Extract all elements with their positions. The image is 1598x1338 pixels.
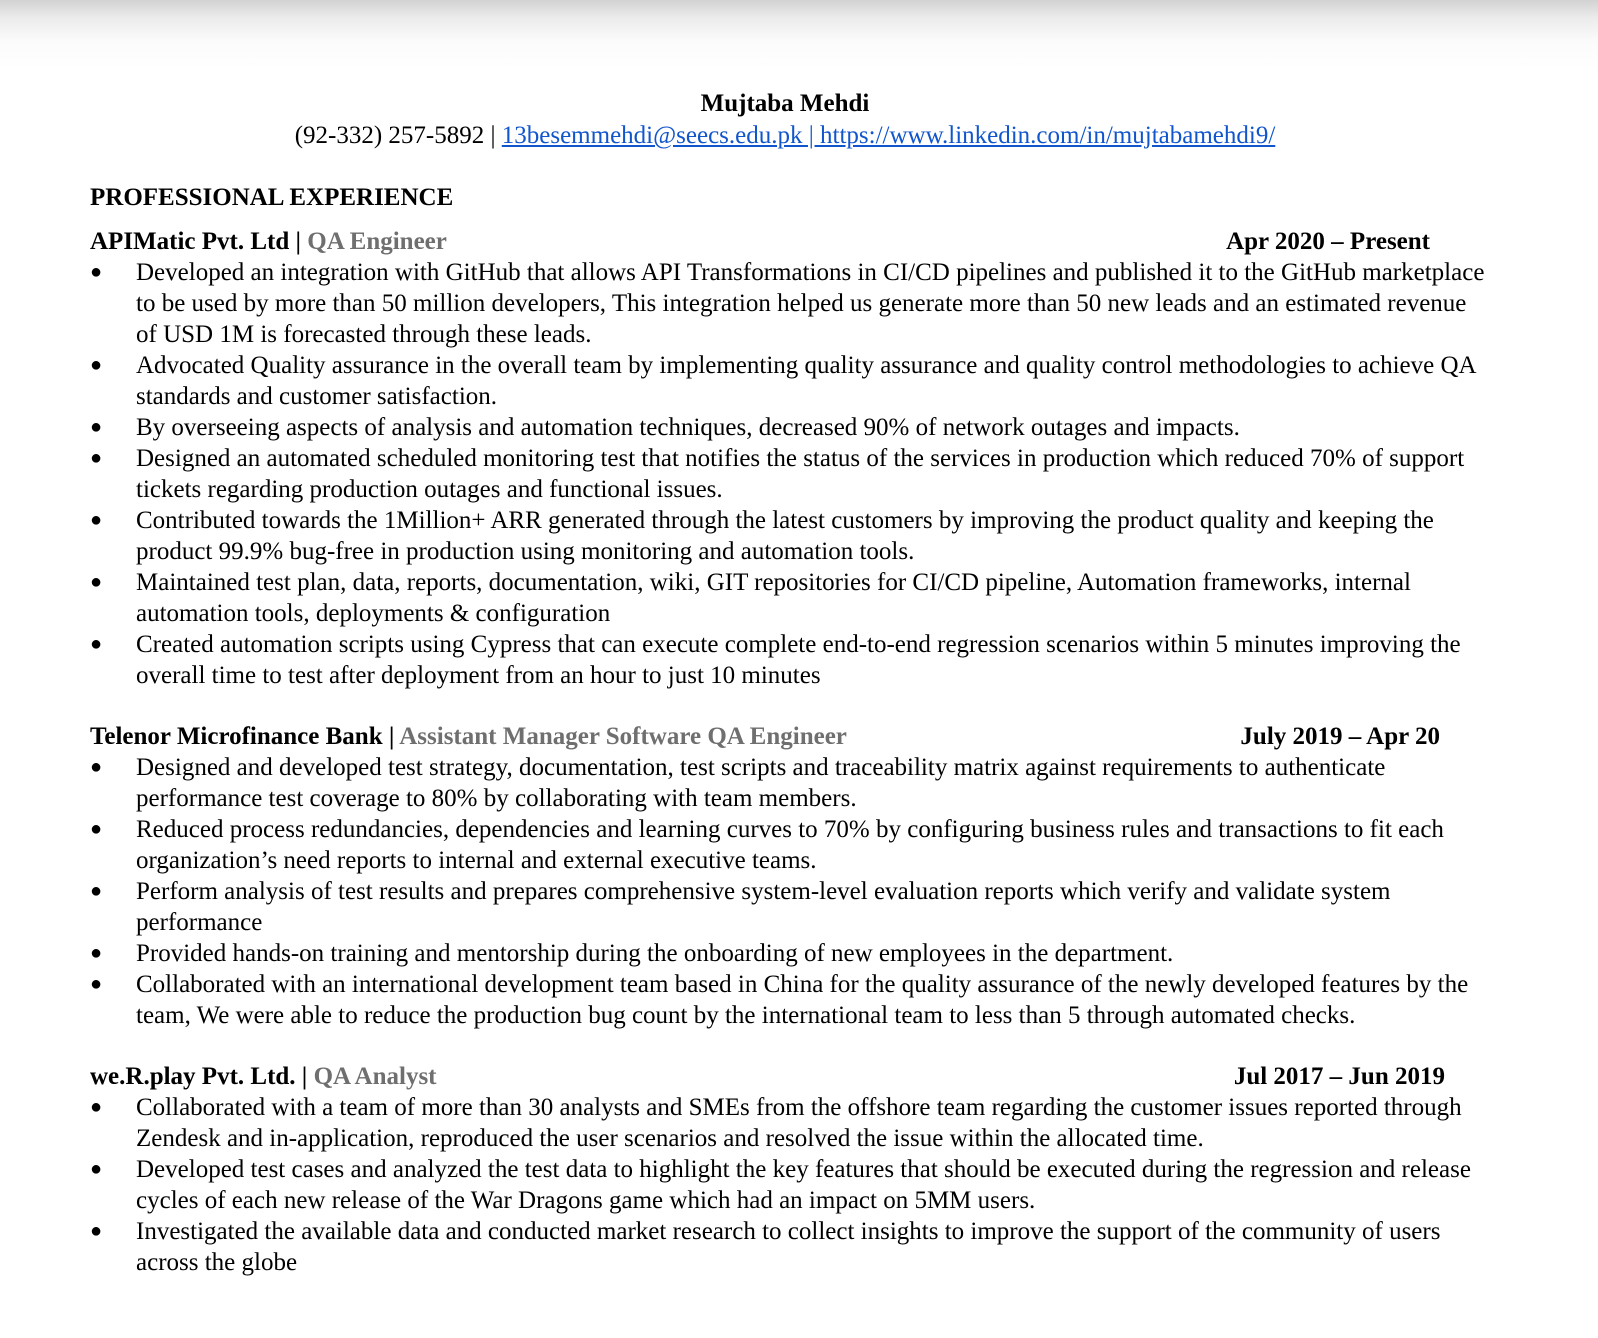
list-item bbox=[90, 814, 1486, 876]
bullet-text: By overseeing aspects of analysis and automation techniques, decreased 90% of network outages and impacts. bbox=[136, 414, 1240, 441]
bullet-text: Advocated Quality assurance in the overall team by implementing quality assurance and quality control methodologies to achieve QA standards and customer satisfaction. bbox=[136, 352, 1476, 410]
bullet-icon: ● bbox=[90, 1158, 103, 1180]
bullet-list bbox=[90, 1092, 1510, 1278]
bullet-icon: ● bbox=[90, 1220, 103, 1242]
bullet-text: Created automation scripts using Cypress that can execute complete end-to-end regression scenarios within 5 minutes improving the overall time to test after deployment from an hour to just 10 minutes bbox=[136, 631, 1461, 689]
phone-number: (92-332) 257-5892 | bbox=[294, 122, 502, 149]
bullet-text: Maintained test plan, data, reports, documentation, wiki, GIT repositories for CI/CD pipeline, Automation frameworks, internal automation tools, deployments & configuration bbox=[136, 569, 1411, 627]
list-item bbox=[90, 1092, 1486, 1154]
list-item bbox=[90, 1154, 1486, 1216]
job-role: QA Engineer bbox=[307, 228, 447, 255]
bullet-icon: ● bbox=[90, 633, 103, 655]
list-item bbox=[90, 412, 1486, 443]
job-dates: Jul 2017 – Jun 2019 bbox=[1233, 1063, 1445, 1090]
bullet-text: Collaborated with a team of more than 30 analysts and SMEs from the offshore team regarding the customer issues reported through Zendesk and in-application, reproduced the user scenarios and resolved the issue within the allocated time. bbox=[136, 1094, 1462, 1152]
job-role: QA Analyst bbox=[313, 1063, 437, 1090]
bullet-list bbox=[90, 752, 1510, 1031]
job-header bbox=[90, 1061, 1445, 1092]
company-name: APIMatic Pvt. Ltd | bbox=[90, 228, 308, 255]
job-header bbox=[90, 721, 1440, 752]
bullet-list bbox=[90, 257, 1510, 691]
list-item bbox=[90, 752, 1486, 814]
bullet-icon: ● bbox=[90, 756, 103, 778]
list-item bbox=[90, 938, 1486, 969]
bullet-text: Provided hands-on training and mentorship during the onboarding of new employees in the department. bbox=[136, 940, 1174, 967]
email-link[interactable]: 13besemmehdi@seecs.edu.pk | bbox=[501, 122, 820, 149]
bullet-icon: ● bbox=[90, 818, 103, 840]
bullet-icon: ● bbox=[90, 447, 103, 469]
linkedin-link[interactable]: https://www.linkedin.com/in/mujtabamehdi9/ bbox=[820, 122, 1276, 149]
job-dates: July 2019 – Apr 20 bbox=[1240, 723, 1440, 750]
bullet-icon: ● bbox=[90, 973, 103, 995]
list-item bbox=[90, 505, 1486, 567]
list-item bbox=[90, 443, 1486, 505]
job-header bbox=[90, 226, 1430, 257]
list-item bbox=[90, 876, 1486, 938]
job-entry bbox=[90, 721, 1510, 1031]
section-title: PROFESSIONAL EXPERIENCE bbox=[90, 184, 454, 211]
job-title-line bbox=[90, 226, 447, 257]
bullet-icon: ● bbox=[90, 509, 103, 531]
bullet-icon: ● bbox=[90, 1096, 103, 1118]
bullet-text: Perform analysis of test results and prepares comprehensive system-level evaluation reports which verify and validate system performance bbox=[136, 878, 1391, 936]
bullet-icon: ● bbox=[90, 880, 103, 902]
bullet-icon: ● bbox=[90, 942, 103, 964]
resume-page bbox=[90, 88, 1510, 1278]
contact-line bbox=[90, 120, 1480, 152]
job-role: Assistant Manager Software QA Engineer bbox=[399, 723, 847, 750]
bullet-text: Designed and developed test strategy, documentation, test scripts and traceability matrix against requirements to authenticate performance test coverage to 80% by collaborating with team members. bbox=[136, 754, 1386, 812]
job-entry bbox=[90, 226, 1510, 691]
viewer-top-shadow bbox=[0, 0, 1598, 70]
list-item bbox=[90, 350, 1486, 412]
bullet-text: Collaborated with an international development team based in China for the quality assurance of the newly developed features by the team, We were able to reduce the production bug count by the international team to less than 5 through automated checks. bbox=[136, 971, 1469, 1029]
company-name: Telenor Microfinance Bank | bbox=[90, 723, 400, 750]
bullet-icon: ● bbox=[90, 416, 103, 438]
job-title-line bbox=[90, 1061, 437, 1092]
bullet-icon: ● bbox=[90, 261, 103, 283]
candidate-name: Mujtaba Mehdi bbox=[700, 90, 870, 117]
list-item bbox=[90, 1216, 1486, 1278]
bullet-icon: ● bbox=[90, 354, 103, 376]
bullet-text: Developed test cases and analyzed the test data to highlight the key features that should be executed during the regression and release cycles of each new release of the War Dragons game which had an impact on 5MM users. bbox=[136, 1156, 1471, 1214]
bullet-text: Developed an integration with GitHub that allows API Transformations in CI/CD pipelines and published it to the GitHub marketplace to be used by more than 50 million developers, This integration helped us generate more than 50 new leads and an estimated revenue of USD 1M is forecasted through these leads. bbox=[136, 259, 1485, 348]
list-item bbox=[90, 257, 1486, 350]
bullet-text: Reduced process redundancies, dependencies and learning curves to 70% by configuring business rules and transactions to fit each organization’s need reports to internal and external executive teams. bbox=[136, 816, 1444, 874]
company-name: we.R.play Pvt. Ltd. | bbox=[90, 1063, 314, 1090]
bullet-icon: ● bbox=[90, 571, 103, 593]
job-title-line bbox=[90, 721, 847, 752]
list-item bbox=[90, 567, 1486, 629]
list-item bbox=[90, 629, 1486, 691]
bullet-text: Contributed towards the 1Million+ ARR generated through the latest customers by improving the product quality and keeping the product 99.9% bug-free in production using monitoring and automation tools. bbox=[136, 507, 1434, 565]
job-dates: Apr 2020 – Present bbox=[1226, 228, 1430, 255]
list-item bbox=[90, 969, 1486, 1031]
bullet-text: Investigated the available data and conducted market research to collect insights to improve the support of the community of users across the globe bbox=[136, 1218, 1441, 1276]
bullet-text: Designed an automated scheduled monitoring test that notifies the status of the services in production which reduced 70% of support tickets regarding production outages and functional issues. bbox=[136, 445, 1465, 503]
job-entry bbox=[90, 1061, 1510, 1278]
